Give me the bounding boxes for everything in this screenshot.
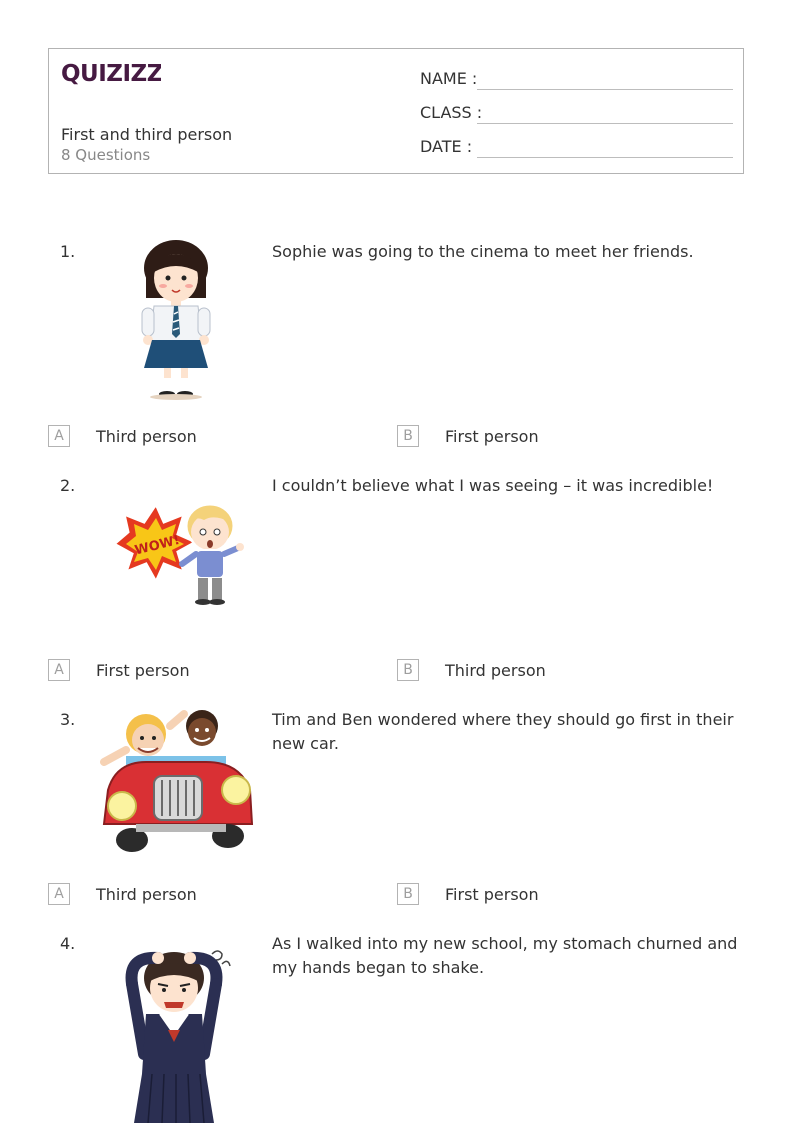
name-line[interactable]	[477, 89, 733, 90]
option-a-text[interactable]: First person	[96, 661, 190, 680]
option-a-box[interactable]: A	[48, 659, 70, 681]
boys-in-red-car-icon	[96, 706, 258, 862]
option-a-box[interactable]: A	[48, 883, 70, 905]
question-number: 2.	[60, 476, 76, 495]
option-b-text[interactable]: First person	[445, 427, 539, 446]
option-b-text[interactable]: Third person	[445, 661, 546, 680]
option-b-box[interactable]: B	[397, 425, 419, 447]
worksheet-header	[48, 48, 744, 174]
question-number: 3.	[60, 710, 76, 729]
option-a-text[interactable]: Third person	[96, 427, 197, 446]
option-b-box[interactable]: B	[397, 659, 419, 681]
question-number: 4.	[60, 934, 76, 953]
worksheet-title: First and third person	[61, 125, 233, 144]
date-label: DATE :	[420, 137, 473, 156]
class-line[interactable]	[477, 123, 733, 124]
class-label: CLASS :	[420, 103, 483, 122]
option-a-box[interactable]: A	[48, 425, 70, 447]
date-line[interactable]	[477, 157, 733, 158]
question-text: As I walked into my new school, my stomach churned and my hands began to shake.	[272, 934, 738, 977]
question-text: Sophie was going to the cinema to meet her friends.	[272, 242, 694, 261]
option-b-text[interactable]: First person	[445, 885, 539, 904]
question-number: 1.	[60, 242, 76, 261]
logo-text: QUIZIZZ	[61, 61, 161, 87]
nervous-student-icon	[118, 944, 234, 1127]
boy-with-wow-sign-icon	[104, 492, 250, 618]
quizizz-logo	[61, 57, 161, 93]
option-a-text[interactable]: Third person	[96, 885, 197, 904]
wow-label: WOW!	[133, 532, 182, 559]
girl-in-uniform-icon	[128, 238, 224, 404]
question-text: I couldn’t believe what I was seeing – it was incredible!	[272, 476, 714, 495]
option-b-box[interactable]: B	[397, 883, 419, 905]
question-text: Tim and Ben wondered where they should go first in their new car.	[272, 710, 734, 753]
question-count: 8 Questions	[61, 146, 151, 164]
name-label: NAME :	[420, 69, 478, 88]
